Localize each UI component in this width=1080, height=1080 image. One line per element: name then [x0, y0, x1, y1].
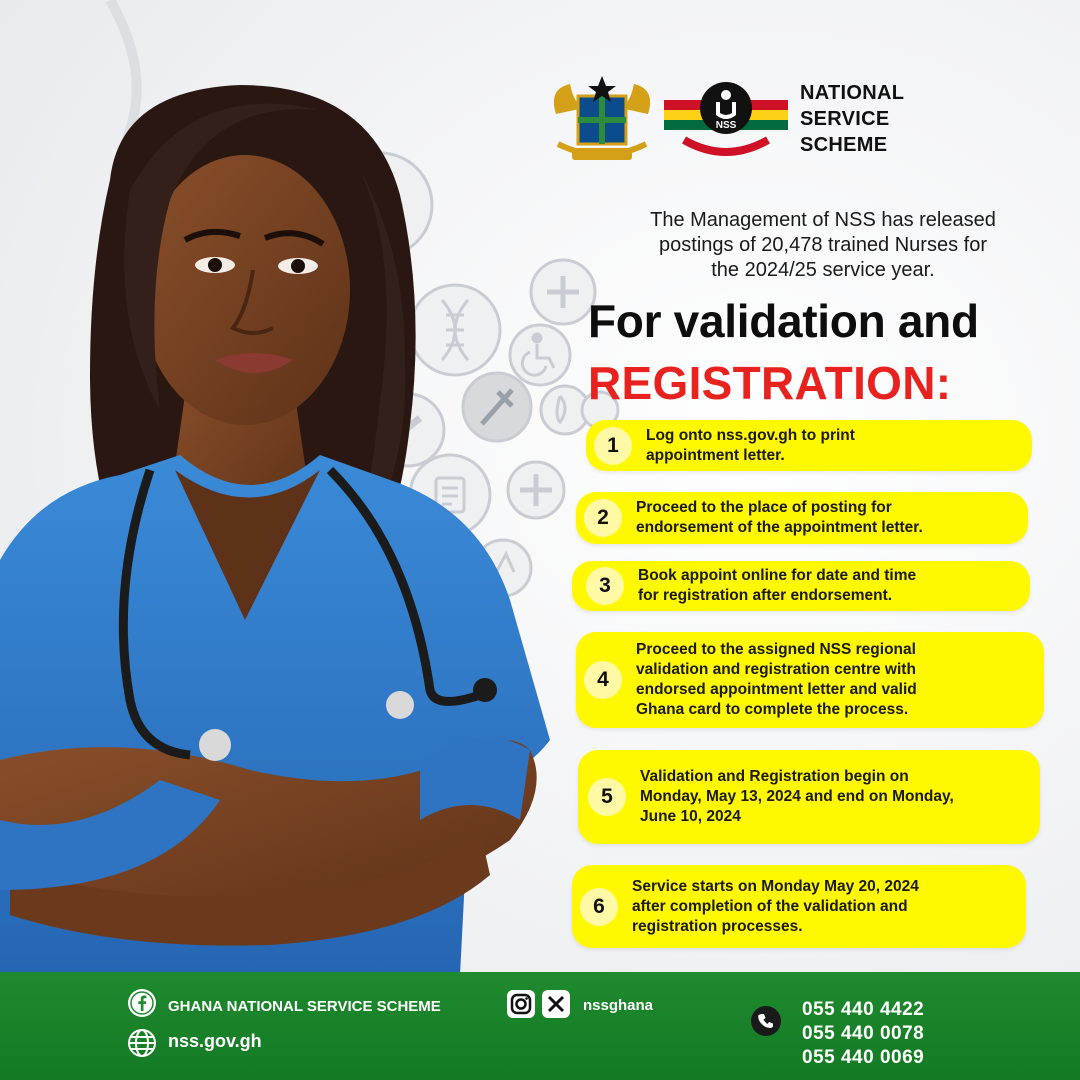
step-number: 1 — [594, 427, 632, 465]
step-line: after completion of the validation and — [632, 897, 908, 915]
step-line: for registration after endorsement. — [638, 587, 893, 604]
step-line: appointment letter. — [646, 446, 785, 464]
org-name-line: NATIONAL — [800, 82, 905, 104]
step-line: Ghana card to complete the process. — [636, 701, 909, 718]
step-number: 2 — [584, 499, 622, 537]
phone-icon — [750, 1005, 782, 1037]
step-line: endorsed appointment letter and valid — [636, 681, 917, 698]
step-line: Book appoint online for date and time — [638, 567, 917, 584]
step-card — [576, 492, 1028, 544]
step-number: 3 — [586, 567, 624, 605]
org-name-line: SERVICE — [800, 108, 890, 130]
step-number: 6 — [580, 888, 618, 926]
org-name-line: SCHEME — [800, 134, 888, 156]
step-text — [626, 767, 964, 827]
footer — [0, 972, 1080, 1080]
website-link[interactable]: nss.gov.gh — [168, 1031, 262, 1051]
step-card — [572, 865, 1026, 948]
step-text — [622, 498, 933, 538]
phone-number[interactable]: 055 440 0078 — [802, 1023, 925, 1044]
step-number: 5 — [588, 778, 626, 816]
step-line: endorsement of the appointment letter. — [636, 519, 923, 536]
step-text — [618, 877, 929, 937]
instagram-icon[interactable] — [506, 989, 536, 1019]
nss-logo — [664, 78, 788, 158]
ghana-coat-of-arms-logo — [546, 74, 658, 166]
intro-line: postings of 20,478 trained Nurses for — [659, 234, 987, 256]
globe-icon — [127, 1028, 157, 1058]
step-text — [632, 426, 865, 466]
intro-line: The Management of NSS has released — [650, 209, 996, 231]
step-line: Proceed to the place of posting for — [636, 499, 892, 516]
phone-number[interactable]: 055 440 0069 — [802, 1047, 925, 1068]
step-card — [578, 750, 1040, 844]
headline: For validation and — [588, 295, 979, 347]
step-line: Validation and Registration begin on — [640, 768, 909, 785]
headline-highlight: REGISTRATION: — [588, 357, 952, 409]
step-line: registration processes. — [632, 917, 803, 935]
facebook-icon[interactable] — [127, 988, 157, 1018]
phone-number[interactable]: 055 440 4422 — [802, 999, 925, 1020]
step-line: Log onto nss.gov.gh to print — [646, 426, 855, 444]
x-icon[interactable] — [541, 989, 571, 1019]
org-name — [800, 80, 1000, 158]
step-line: Service starts on Monday May 20, 2024 — [632, 877, 919, 895]
intro-line: the 2024/25 service year. — [711, 259, 935, 281]
step-card — [576, 632, 1044, 728]
step-line: June 10, 2024 — [640, 808, 741, 825]
step-number: 4 — [584, 661, 622, 699]
step-text — [622, 640, 927, 720]
intro-text — [586, 208, 1060, 283]
step-text — [624, 566, 926, 606]
step-card — [572, 561, 1030, 611]
phone-list — [802, 998, 924, 1070]
step-line: Proceed to the assigned NSS regional — [636, 641, 916, 658]
step-card — [586, 420, 1032, 471]
facebook-link[interactable]: GHANA NATIONAL SERVICE SCHEME — [168, 998, 441, 1015]
step-line: validation and registration centre with — [636, 661, 916, 678]
step-line: Monday, May 13, 2024 and end on Monday, — [640, 788, 954, 805]
svg-text:NSS: NSS — [715, 120, 737, 131]
social-handle[interactable]: nssghana — [583, 997, 654, 1014]
